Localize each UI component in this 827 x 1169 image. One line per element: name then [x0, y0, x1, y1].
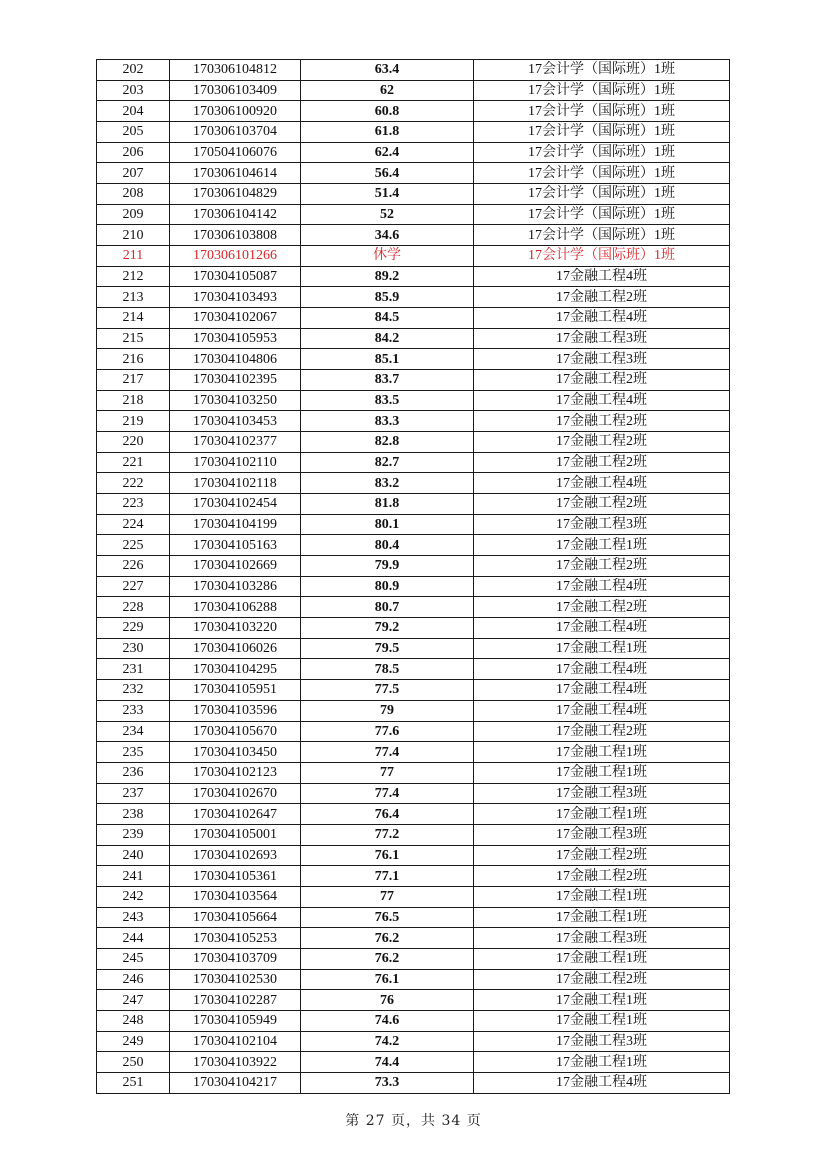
score-cell: 77.5 — [301, 680, 474, 701]
class-name-cell: 17金融工程4班 — [474, 266, 730, 287]
score-cell: 61.8 — [301, 122, 474, 143]
student-id-cell: 170306101266 — [170, 246, 301, 267]
class-name-cell: 17金融工程3班 — [474, 783, 730, 804]
class-name-cell: 17金融工程4班 — [474, 473, 730, 494]
student-id-cell: 170304102395 — [170, 370, 301, 391]
student-id-cell: 170304105670 — [170, 721, 301, 742]
rank-cell: 230 — [97, 638, 170, 659]
rank-cell: 236 — [97, 762, 170, 783]
score-cell: 74.4 — [301, 1052, 474, 1073]
table-row — [97, 80, 730, 101]
score-cell: 80.4 — [301, 535, 474, 556]
class-name-cell: 17金融工程3班 — [474, 328, 730, 349]
rank-cell: 239 — [97, 824, 170, 845]
class-name-cell: 17金融工程2班 — [474, 721, 730, 742]
score-table — [96, 59, 730, 1094]
student-id-cell: 170304102669 — [170, 556, 301, 577]
table-row — [97, 680, 730, 701]
table-row — [97, 142, 730, 163]
student-id-cell: 170306104614 — [170, 163, 301, 184]
class-name-cell: 17金融工程2班 — [474, 597, 730, 618]
table-row — [97, 514, 730, 535]
score-cell: 73.3 — [301, 1072, 474, 1093]
rank-cell: 232 — [97, 680, 170, 701]
student-id-cell: 170306103808 — [170, 225, 301, 246]
class-name-cell: 17金融工程1班 — [474, 535, 730, 556]
score-cell: 74.6 — [301, 1010, 474, 1031]
student-id-cell: 170304103596 — [170, 700, 301, 721]
student-id-cell: 170304102693 — [170, 845, 301, 866]
student-id-cell: 170306100920 — [170, 101, 301, 122]
table-row — [97, 700, 730, 721]
class-name-cell: 17金融工程3班 — [474, 928, 730, 949]
class-name-cell: 17金融工程4班 — [474, 1072, 730, 1093]
student-id-cell: 170304103709 — [170, 948, 301, 969]
class-name-cell: 17金融工程4班 — [474, 680, 730, 701]
score-cell: 77.4 — [301, 742, 474, 763]
class-name-cell: 17金融工程1班 — [474, 638, 730, 659]
score-cell: 89.2 — [301, 266, 474, 287]
student-id-cell: 170304103286 — [170, 576, 301, 597]
class-name-cell: 17会计学（国际班）1班 — [474, 122, 730, 143]
score-cell: 80.1 — [301, 514, 474, 535]
student-id-cell: 170304105001 — [170, 824, 301, 845]
rank-cell: 206 — [97, 142, 170, 163]
score-cell: 76.1 — [301, 845, 474, 866]
student-id-cell: 170304103453 — [170, 411, 301, 432]
score-cell: 84.5 — [301, 308, 474, 329]
student-id-cell: 170304103922 — [170, 1052, 301, 1073]
rank-cell: 250 — [97, 1052, 170, 1073]
score-cell: 79.5 — [301, 638, 474, 659]
student-id-cell: 170304104199 — [170, 514, 301, 535]
table-row — [97, 122, 730, 143]
table-row — [97, 411, 730, 432]
score-cell: 休学 — [301, 246, 474, 267]
student-id-cell: 170304105087 — [170, 266, 301, 287]
score-cell: 56.4 — [301, 163, 474, 184]
rank-cell: 226 — [97, 556, 170, 577]
class-name-cell: 17金融工程4班 — [474, 390, 730, 411]
student-id-cell: 170304102647 — [170, 804, 301, 825]
score-cell: 80.7 — [301, 597, 474, 618]
rank-cell: 245 — [97, 948, 170, 969]
score-cell: 76 — [301, 990, 474, 1011]
rank-cell: 223 — [97, 494, 170, 515]
table-row — [97, 990, 730, 1011]
table-row — [97, 638, 730, 659]
student-id-cell: 170304103250 — [170, 390, 301, 411]
table-row — [97, 969, 730, 990]
score-cell: 74.2 — [301, 1031, 474, 1052]
rank-cell: 248 — [97, 1010, 170, 1031]
rank-cell: 238 — [97, 804, 170, 825]
student-id-cell: 170304103220 — [170, 618, 301, 639]
rank-cell: 211 — [97, 246, 170, 267]
score-cell: 76.4 — [301, 804, 474, 825]
rank-cell: 229 — [97, 618, 170, 639]
student-id-cell: 170306103704 — [170, 122, 301, 143]
class-name-cell: 17金融工程4班 — [474, 618, 730, 639]
class-name-cell: 17金融工程2班 — [474, 452, 730, 473]
score-cell: 62 — [301, 80, 474, 101]
rank-cell: 212 — [97, 266, 170, 287]
class-name-cell: 17金融工程1班 — [474, 804, 730, 825]
score-cell: 60.8 — [301, 101, 474, 122]
table-row — [97, 101, 730, 122]
rank-cell: 222 — [97, 473, 170, 494]
score-cell: 83.5 — [301, 390, 474, 411]
class-name-cell: 17金融工程4班 — [474, 659, 730, 680]
student-id-cell: 170304105951 — [170, 680, 301, 701]
score-cell: 34.6 — [301, 225, 474, 246]
class-name-cell: 17金融工程2班 — [474, 845, 730, 866]
table-row — [97, 328, 730, 349]
class-name-cell: 17金融工程1班 — [474, 907, 730, 928]
score-cell: 79.9 — [301, 556, 474, 577]
table-row — [97, 1031, 730, 1052]
rank-cell: 233 — [97, 700, 170, 721]
rank-cell: 244 — [97, 928, 170, 949]
class-name-cell: 17金融工程3班 — [474, 349, 730, 370]
table-row — [97, 452, 730, 473]
student-id-cell: 170304105163 — [170, 535, 301, 556]
table-row — [97, 866, 730, 887]
score-cell: 77 — [301, 762, 474, 783]
table-row — [97, 659, 730, 680]
table-row — [97, 804, 730, 825]
score-cell: 80.9 — [301, 576, 474, 597]
score-cell: 83.3 — [301, 411, 474, 432]
class-name-cell: 17金融工程2班 — [474, 411, 730, 432]
class-name-cell: 17金融工程1班 — [474, 990, 730, 1011]
rank-cell: 208 — [97, 184, 170, 205]
student-id-cell: 170304103450 — [170, 742, 301, 763]
table-row — [97, 225, 730, 246]
table-row — [97, 535, 730, 556]
score-cell: 77.1 — [301, 866, 474, 887]
rank-cell: 217 — [97, 370, 170, 391]
rank-cell: 240 — [97, 845, 170, 866]
class-name-cell: 17会计学（国际班）1班 — [474, 204, 730, 225]
rank-cell: 251 — [97, 1072, 170, 1093]
student-id-cell: 170306104142 — [170, 204, 301, 225]
page-number-footer: 第 27 页，共 34 页 — [345, 1113, 482, 1129]
table-row — [97, 928, 730, 949]
class-name-cell: 17金融工程3班 — [474, 824, 730, 845]
student-id-cell: 170304105361 — [170, 866, 301, 887]
class-name-cell: 17会计学（国际班）1班 — [474, 163, 730, 184]
student-id-cell: 170504106076 — [170, 142, 301, 163]
score-cell: 85.1 — [301, 349, 474, 370]
student-id-cell: 170304102067 — [170, 308, 301, 329]
rank-cell: 224 — [97, 514, 170, 535]
student-id-cell: 170304102104 — [170, 1031, 301, 1052]
student-id-cell: 170304102110 — [170, 452, 301, 473]
table-row — [97, 266, 730, 287]
class-name-cell: 17金融工程2班 — [474, 370, 730, 391]
table-row — [97, 184, 730, 205]
rank-cell: 235 — [97, 742, 170, 763]
student-id-cell: 170304102454 — [170, 494, 301, 515]
score-cell: 82.8 — [301, 432, 474, 453]
rank-cell: 204 — [97, 101, 170, 122]
student-id-cell: 170304106026 — [170, 638, 301, 659]
class-name-cell: 17会计学（国际班）1班 — [474, 184, 730, 205]
class-name-cell: 17会计学（国际班）1班 — [474, 101, 730, 122]
rank-cell: 241 — [97, 866, 170, 887]
score-cell: 83.2 — [301, 473, 474, 494]
table-row — [97, 1052, 730, 1073]
rank-cell: 213 — [97, 287, 170, 308]
table-row — [97, 246, 730, 267]
score-cell: 77.2 — [301, 824, 474, 845]
table-row — [97, 473, 730, 494]
class-name-cell: 17金融工程1班 — [474, 762, 730, 783]
rank-cell: 242 — [97, 886, 170, 907]
score-cell: 77.6 — [301, 721, 474, 742]
score-cell: 83.7 — [301, 370, 474, 391]
table-row — [97, 597, 730, 618]
student-id-cell: 170304105953 — [170, 328, 301, 349]
rank-cell: 202 — [97, 60, 170, 81]
table-row — [97, 1010, 730, 1031]
class-name-cell: 17金融工程2班 — [474, 866, 730, 887]
rank-cell: 218 — [97, 390, 170, 411]
table-row — [97, 287, 730, 308]
class-name-cell: 17金融工程2班 — [474, 556, 730, 577]
score-cell: 63.4 — [301, 60, 474, 81]
table-row — [97, 60, 730, 81]
class-name-cell: 17金融工程2班 — [474, 969, 730, 990]
rank-cell: 220 — [97, 432, 170, 453]
table-row — [97, 432, 730, 453]
table-row — [97, 742, 730, 763]
score-cell: 76.2 — [301, 948, 474, 969]
rank-cell: 237 — [97, 783, 170, 804]
score-cell: 76.2 — [301, 928, 474, 949]
rank-cell: 243 — [97, 907, 170, 928]
rank-cell: 247 — [97, 990, 170, 1011]
table-row — [97, 494, 730, 515]
rank-cell: 227 — [97, 576, 170, 597]
class-name-cell: 17金融工程2班 — [474, 432, 730, 453]
rank-cell: 228 — [97, 597, 170, 618]
class-name-cell: 17金融工程1班 — [474, 1010, 730, 1031]
class-name-cell: 17金融工程1班 — [474, 742, 730, 763]
table-row — [97, 886, 730, 907]
student-id-cell: 170304103564 — [170, 886, 301, 907]
table-row — [97, 163, 730, 184]
class-name-cell: 17会计学（国际班）1班 — [474, 246, 730, 267]
student-id-cell: 170304102118 — [170, 473, 301, 494]
table-row — [97, 556, 730, 577]
class-name-cell: 17金融工程2班 — [474, 494, 730, 515]
class-name-cell: 17金融工程1班 — [474, 1052, 730, 1073]
student-id-cell: 170304102377 — [170, 432, 301, 453]
class-name-cell: 17会计学（国际班）1班 — [474, 225, 730, 246]
score-table-body — [97, 60, 730, 1094]
student-id-cell: 170306104829 — [170, 184, 301, 205]
table-row — [97, 907, 730, 928]
rank-cell: 249 — [97, 1031, 170, 1052]
table-row — [97, 783, 730, 804]
rank-cell: 203 — [97, 80, 170, 101]
class-name-cell: 17会计学（国际班）1班 — [474, 142, 730, 163]
score-cell: 76.5 — [301, 907, 474, 928]
class-name-cell: 17金融工程2班 — [474, 287, 730, 308]
class-name-cell: 17金融工程1班 — [474, 886, 730, 907]
table-row — [97, 618, 730, 639]
student-id-cell: 170304102530 — [170, 969, 301, 990]
score-cell: 82.7 — [301, 452, 474, 473]
table-row — [97, 845, 730, 866]
student-id-cell: 170304104217 — [170, 1072, 301, 1093]
class-name-cell: 17金融工程3班 — [474, 1031, 730, 1052]
student-id-cell: 170304102123 — [170, 762, 301, 783]
table-row — [97, 721, 730, 742]
student-id-cell: 170304104806 — [170, 349, 301, 370]
student-id-cell: 170304103493 — [170, 287, 301, 308]
rank-cell: 231 — [97, 659, 170, 680]
score-cell: 81.8 — [301, 494, 474, 515]
table-row — [97, 576, 730, 597]
class-name-cell: 17金融工程3班 — [474, 514, 730, 535]
class-name-cell: 17金融工程4班 — [474, 576, 730, 597]
rank-cell: 210 — [97, 225, 170, 246]
table-row — [97, 762, 730, 783]
student-id-cell: 170304105664 — [170, 907, 301, 928]
rank-cell: 215 — [97, 328, 170, 349]
score-cell: 51.4 — [301, 184, 474, 205]
table-row — [97, 824, 730, 845]
student-id-cell: 170306104812 — [170, 60, 301, 81]
score-cell: 85.9 — [301, 287, 474, 308]
student-id-cell: 170304106288 — [170, 597, 301, 618]
table-row — [97, 349, 730, 370]
rank-cell: 214 — [97, 308, 170, 329]
rank-cell: 246 — [97, 969, 170, 990]
score-cell: 62.4 — [301, 142, 474, 163]
table-row — [97, 390, 730, 411]
rank-cell: 225 — [97, 535, 170, 556]
score-cell: 84.2 — [301, 328, 474, 349]
class-name-cell: 17会计学（国际班）1班 — [474, 60, 730, 81]
student-id-cell: 170304105253 — [170, 928, 301, 949]
table-row — [97, 308, 730, 329]
score-cell: 79 — [301, 700, 474, 721]
class-name-cell: 17金融工程1班 — [474, 948, 730, 969]
score-cell: 76.1 — [301, 969, 474, 990]
rank-cell: 234 — [97, 721, 170, 742]
table-row — [97, 204, 730, 225]
class-name-cell: 17金融工程4班 — [474, 700, 730, 721]
score-cell: 79.2 — [301, 618, 474, 639]
score-cell: 77.4 — [301, 783, 474, 804]
rank-cell: 221 — [97, 452, 170, 473]
score-cell: 77 — [301, 886, 474, 907]
student-id-cell: 170304102287 — [170, 990, 301, 1011]
rank-cell: 205 — [97, 122, 170, 143]
score-cell: 52 — [301, 204, 474, 225]
class-name-cell: 17会计学（国际班）1班 — [474, 80, 730, 101]
student-id-cell: 170304105949 — [170, 1010, 301, 1031]
student-id-cell: 170306103409 — [170, 80, 301, 101]
student-id-cell: 170304102670 — [170, 783, 301, 804]
rank-cell: 207 — [97, 163, 170, 184]
score-cell: 78.5 — [301, 659, 474, 680]
class-name-cell: 17金融工程4班 — [474, 308, 730, 329]
rank-cell: 216 — [97, 349, 170, 370]
student-id-cell: 170304104295 — [170, 659, 301, 680]
table-row — [97, 948, 730, 969]
rank-cell: 219 — [97, 411, 170, 432]
table-row — [97, 1072, 730, 1093]
rank-cell: 209 — [97, 204, 170, 225]
table-row — [97, 370, 730, 391]
